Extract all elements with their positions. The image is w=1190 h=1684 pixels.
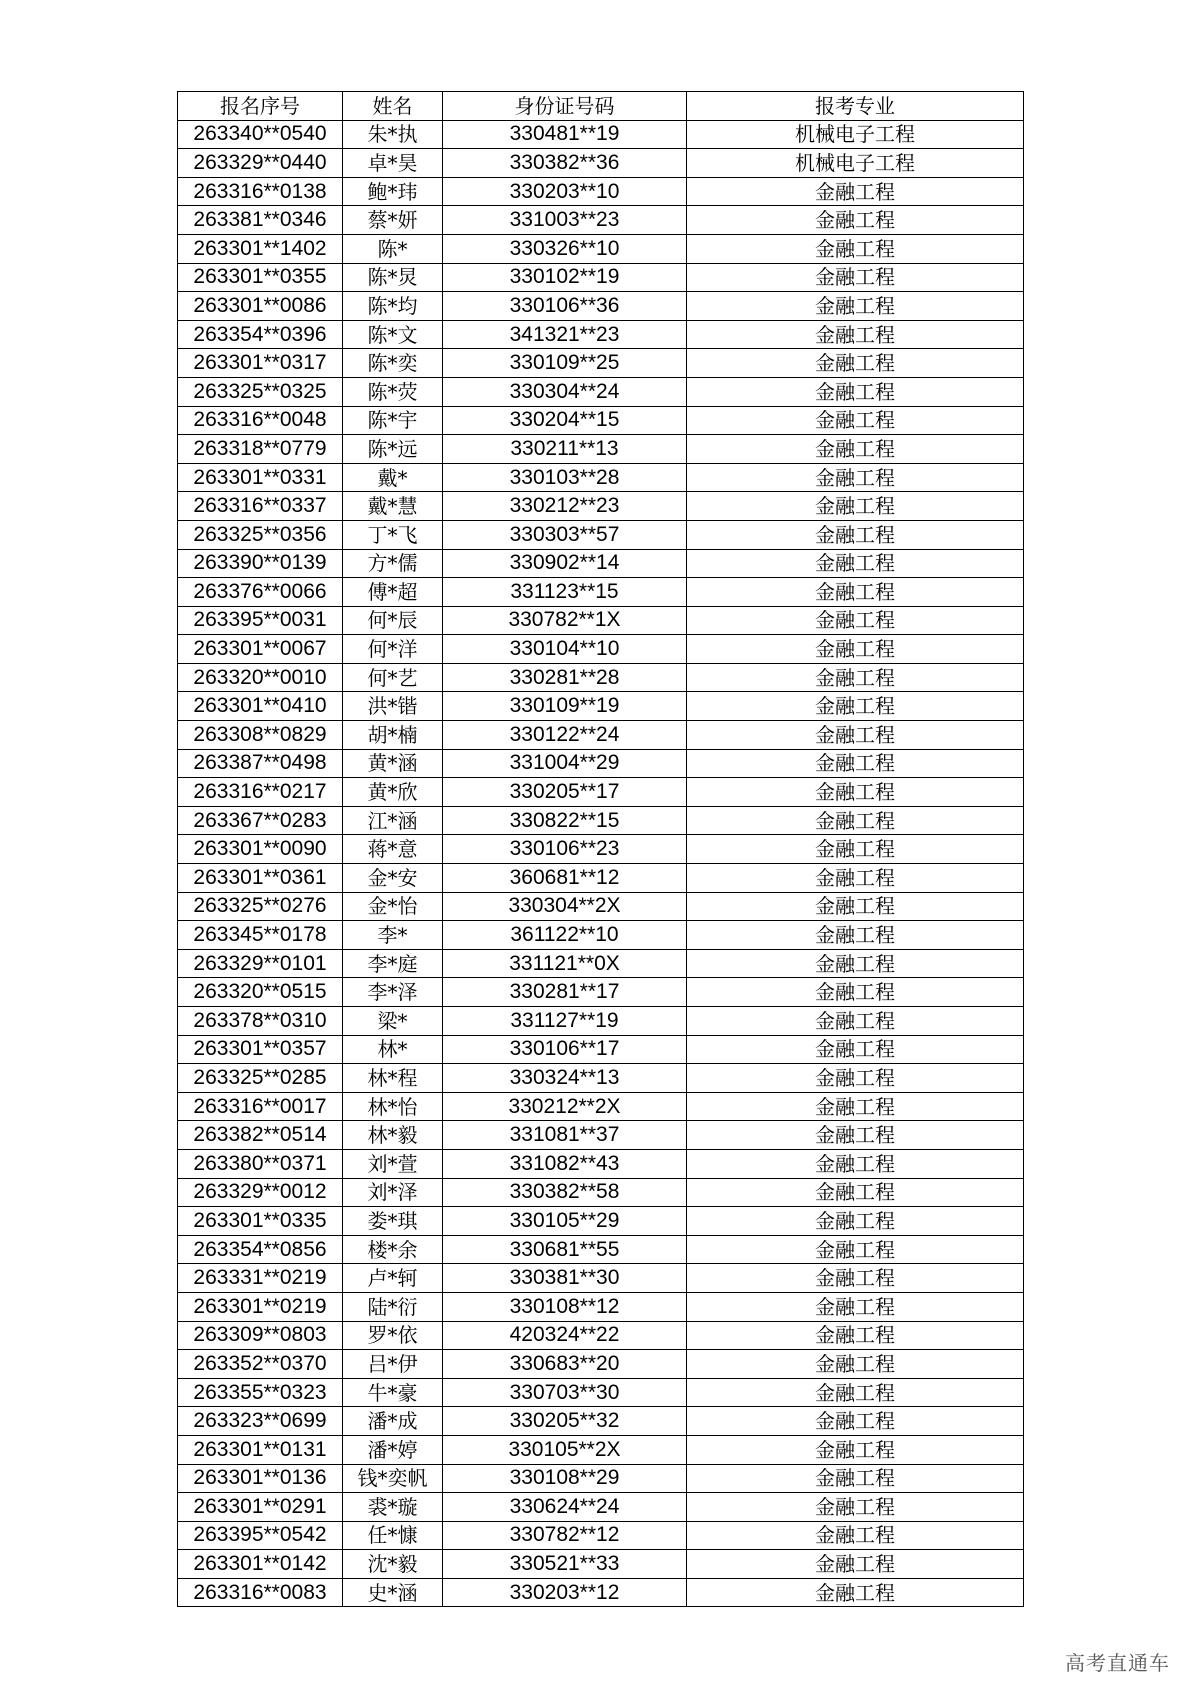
cell-id-number: 330281**17	[443, 978, 687, 1007]
cell-registration-number: 263325**0356	[178, 520, 343, 549]
cell-registration-number: 263309**0803	[178, 1321, 343, 1350]
table-row	[178, 721, 1024, 750]
cell-name: 林*	[343, 1035, 443, 1064]
cell-registration-number: 263301**0219	[178, 1292, 343, 1321]
table-row	[178, 1235, 1024, 1264]
cell-registration-number: 263325**0276	[178, 892, 343, 921]
table-row	[178, 1007, 1024, 1036]
cell-name: 戴*	[343, 463, 443, 492]
cell-name: 胡*楠	[343, 721, 443, 750]
cell-major: 金融工程	[687, 835, 1024, 864]
cell-registration-number: 263320**0515	[178, 978, 343, 1007]
cell-major: 金融工程	[687, 692, 1024, 721]
cell-major: 金融工程	[687, 206, 1024, 235]
cell-id-number: 330326**10	[443, 234, 687, 263]
cell-major: 金融工程	[687, 1235, 1024, 1264]
table-row	[178, 549, 1024, 578]
cell-major: 金融工程	[687, 1264, 1024, 1293]
cell-name: 潘*婷	[343, 1435, 443, 1464]
cell-registration-number: 263329**0012	[178, 1178, 343, 1207]
table-row	[178, 1435, 1024, 1464]
cell-id-number: 330205**32	[443, 1407, 687, 1436]
cell-major: 金融工程	[687, 1292, 1024, 1321]
cell-registration-number: 263301**0136	[178, 1464, 343, 1493]
table-row	[178, 1035, 1024, 1064]
cell-registration-number: 263355**0323	[178, 1378, 343, 1407]
cell-id-number: 331003**23	[443, 206, 687, 235]
cell-name: 林*毅	[343, 1121, 443, 1150]
cell-name: 李*庭	[343, 949, 443, 978]
cell-name: 娄*琪	[343, 1207, 443, 1236]
cell-name: 洪*锴	[343, 692, 443, 721]
cell-name: 罗*依	[343, 1321, 443, 1350]
cell-registration-number: 263323**0699	[178, 1407, 343, 1436]
cell-name: 吕*伊	[343, 1350, 443, 1379]
table-row	[178, 234, 1024, 263]
cell-name: 陈*文	[343, 320, 443, 349]
cell-major: 金融工程	[687, 663, 1024, 692]
cell-name: 卢*轲	[343, 1264, 443, 1293]
cell-name: 梁*	[343, 1007, 443, 1036]
cell-id-number: 330203**10	[443, 177, 687, 206]
cell-registration-number: 263376**0066	[178, 578, 343, 607]
cell-id-number: 330106**23	[443, 835, 687, 864]
cell-registration-number: 263345**0178	[178, 921, 343, 950]
cell-registration-number: 263325**0325	[178, 377, 343, 406]
table-row	[178, 1264, 1024, 1293]
cell-registration-number: 263301**0335	[178, 1207, 343, 1236]
cell-registration-number: 263354**0856	[178, 1235, 343, 1264]
cell-registration-number: 263301**1402	[178, 234, 343, 263]
cell-registration-number: 263301**0410	[178, 692, 343, 721]
cell-id-number: 331123**15	[443, 578, 687, 607]
table-row	[178, 921, 1024, 950]
table-row	[178, 435, 1024, 464]
table-row	[178, 120, 1024, 149]
cell-id-number: 331004**29	[443, 749, 687, 778]
cell-id-number: 330624**24	[443, 1493, 687, 1522]
cell-major: 金融工程	[687, 978, 1024, 1007]
cell-major: 金融工程	[687, 406, 1024, 435]
table-row	[178, 492, 1024, 521]
cell-id-number: 330109**25	[443, 349, 687, 378]
cell-registration-number: 263301**0131	[178, 1435, 343, 1464]
table-row	[178, 1178, 1024, 1207]
cell-registration-number: 263316**0337	[178, 492, 343, 521]
cell-major: 金融工程	[687, 1464, 1024, 1493]
cell-registration-number: 263380**0371	[178, 1149, 343, 1178]
cell-id-number: 330303**57	[443, 520, 687, 549]
cell-major: 金融工程	[687, 778, 1024, 807]
cell-name: 陈*荧	[343, 377, 443, 406]
cell-id-number: 330782**12	[443, 1521, 687, 1550]
cell-registration-number: 263395**0031	[178, 606, 343, 635]
cell-registration-number: 263301**0142	[178, 1550, 343, 1579]
header-name: 姓名	[343, 92, 443, 121]
cell-major: 金融工程	[687, 1350, 1024, 1379]
cell-name: 钱*奕帆	[343, 1464, 443, 1493]
header-registration-number: 报名序号	[178, 92, 343, 121]
cell-name: 江*涵	[343, 806, 443, 835]
cell-major: 金融工程	[687, 1149, 1024, 1178]
cell-registration-number: 263316**0048	[178, 406, 343, 435]
cell-registration-number: 263381**0346	[178, 206, 343, 235]
cell-name: 黄*涵	[343, 749, 443, 778]
cell-registration-number: 263316**0138	[178, 177, 343, 206]
cell-id-number: 330212**2X	[443, 1092, 687, 1121]
cell-name: 李*泽	[343, 978, 443, 1007]
cell-registration-number: 263331**0219	[178, 1264, 343, 1293]
cell-name: 何*艺	[343, 663, 443, 692]
cell-major: 金融工程	[687, 806, 1024, 835]
cell-major: 机械电子工程	[687, 149, 1024, 178]
table-header	[178, 92, 1024, 121]
cell-name: 方*儒	[343, 549, 443, 578]
cell-id-number: 331121**0X	[443, 949, 687, 978]
cell-name: 金*怡	[343, 892, 443, 921]
cell-name: 陈*炅	[343, 263, 443, 292]
table-row	[178, 864, 1024, 893]
cell-major: 金融工程	[687, 349, 1024, 378]
cell-id-number: 330683**20	[443, 1350, 687, 1379]
cell-name: 何*辰	[343, 606, 443, 635]
cell-id-number: 330212**23	[443, 492, 687, 521]
cell-major: 金融工程	[687, 921, 1024, 950]
table-row	[178, 520, 1024, 549]
cell-name: 陈*奕	[343, 349, 443, 378]
cell-major: 金融工程	[687, 1550, 1024, 1579]
cell-major: 金融工程	[687, 1007, 1024, 1036]
cell-id-number: 330109**19	[443, 692, 687, 721]
watermark-text: 高考直通车	[1065, 1651, 1170, 1675]
table-row	[178, 406, 1024, 435]
cell-name: 朱*执	[343, 120, 443, 149]
table-row	[178, 578, 1024, 607]
cell-id-number: 330205**17	[443, 778, 687, 807]
cell-registration-number: 263367**0283	[178, 806, 343, 835]
cell-name: 刘*萱	[343, 1149, 443, 1178]
cell-major: 金融工程	[687, 1092, 1024, 1121]
cell-id-number: 330103**28	[443, 463, 687, 492]
table-row	[178, 1207, 1024, 1236]
cell-name: 丁*飞	[343, 520, 443, 549]
table-row	[178, 377, 1024, 406]
table-row	[178, 806, 1024, 835]
table-row	[178, 1493, 1024, 1522]
table-row	[178, 835, 1024, 864]
table-row	[178, 292, 1024, 321]
cell-registration-number: 263329**0101	[178, 949, 343, 978]
cell-major: 金融工程	[687, 177, 1024, 206]
cell-name: 刘*泽	[343, 1178, 443, 1207]
table-row	[178, 1407, 1024, 1436]
cell-major: 金融工程	[687, 1435, 1024, 1464]
cell-major: 金融工程	[687, 635, 1024, 664]
cell-major: 机械电子工程	[687, 120, 1024, 149]
cell-name: 史*涵	[343, 1578, 443, 1607]
cell-id-number: 330104**10	[443, 635, 687, 664]
cell-id-number: 330203**12	[443, 1578, 687, 1607]
cell-major: 金融工程	[687, 1178, 1024, 1207]
table-row	[178, 635, 1024, 664]
cell-registration-number: 263325**0285	[178, 1064, 343, 1093]
cell-registration-number: 263387**0498	[178, 749, 343, 778]
table-row	[178, 1321, 1024, 1350]
cell-name: 鲍*玮	[343, 177, 443, 206]
cell-id-number: 330204**15	[443, 406, 687, 435]
cell-registration-number: 263382**0514	[178, 1121, 343, 1150]
cell-id-number: 330122**24	[443, 721, 687, 750]
cell-name: 陆*衍	[343, 1292, 443, 1321]
cell-major: 金融工程	[687, 463, 1024, 492]
cell-name: 陈*宇	[343, 406, 443, 435]
cell-id-number: 330681**55	[443, 1235, 687, 1264]
cell-id-number: 330703**30	[443, 1378, 687, 1407]
cell-registration-number: 263352**0370	[178, 1350, 343, 1379]
cell-major: 金融工程	[687, 520, 1024, 549]
cell-id-number: 420324**22	[443, 1321, 687, 1350]
table-row	[178, 1378, 1024, 1407]
cell-major: 金融工程	[687, 1521, 1024, 1550]
cell-id-number: 330304**24	[443, 377, 687, 406]
cell-registration-number: 263316**0017	[178, 1092, 343, 1121]
table-row	[178, 778, 1024, 807]
cell-name: 何*洋	[343, 635, 443, 664]
cell-registration-number: 263301**0067	[178, 635, 343, 664]
cell-id-number: 330782**1X	[443, 606, 687, 635]
cell-name: 沈*毅	[343, 1550, 443, 1579]
cell-name: 卓*昊	[343, 149, 443, 178]
table-row	[178, 177, 1024, 206]
cell-major: 金融工程	[687, 892, 1024, 921]
cell-id-number: 330381**30	[443, 1264, 687, 1293]
cell-id-number: 330105**2X	[443, 1435, 687, 1464]
cell-major: 金融工程	[687, 549, 1024, 578]
table-row	[178, 663, 1024, 692]
table-row	[178, 206, 1024, 235]
cell-name: 林*程	[343, 1064, 443, 1093]
cell-id-number: 331082**43	[443, 1149, 687, 1178]
cell-id-number: 330102**19	[443, 263, 687, 292]
cell-major: 金融工程	[687, 1035, 1024, 1064]
cell-major: 金融工程	[687, 435, 1024, 464]
cell-id-number: 330902**14	[443, 549, 687, 578]
table-row	[178, 606, 1024, 635]
cell-major: 金融工程	[687, 1321, 1024, 1350]
cell-name: 李*	[343, 921, 443, 950]
cell-registration-number: 263301**0357	[178, 1035, 343, 1064]
cell-registration-number: 263301**0361	[178, 864, 343, 893]
cell-id-number: 360681**12	[443, 864, 687, 893]
cell-name: 任*慷	[343, 1521, 443, 1550]
table-row	[178, 692, 1024, 721]
table-row	[178, 892, 1024, 921]
cell-name: 金*安	[343, 864, 443, 893]
cell-registration-number: 263390**0139	[178, 549, 343, 578]
cell-name: 陈*	[343, 234, 443, 263]
cell-id-number: 330281**28	[443, 663, 687, 692]
cell-major: 金融工程	[687, 1064, 1024, 1093]
table-row	[178, 263, 1024, 292]
cell-registration-number: 263308**0829	[178, 721, 343, 750]
cell-id-number: 331127**19	[443, 1007, 687, 1036]
table-row	[178, 349, 1024, 378]
cell-name: 蒋*意	[343, 835, 443, 864]
cell-registration-number: 263301**0355	[178, 263, 343, 292]
cell-id-number: 361122**10	[443, 921, 687, 950]
cell-id-number: 330324**13	[443, 1064, 687, 1093]
admission-list-table	[177, 91, 1024, 1607]
cell-id-number: 341321**23	[443, 320, 687, 349]
cell-id-number: 330382**36	[443, 149, 687, 178]
cell-name: 黄*欣	[343, 778, 443, 807]
cell-name: 牛*豪	[343, 1378, 443, 1407]
table-row	[178, 1550, 1024, 1579]
cell-name: 楼*余	[343, 1235, 443, 1264]
cell-id-number: 330382**58	[443, 1178, 687, 1207]
cell-name: 陈*均	[343, 292, 443, 321]
cell-major: 金融工程	[687, 606, 1024, 635]
cell-major: 金融工程	[687, 1121, 1024, 1150]
cell-id-number: 330106**36	[443, 292, 687, 321]
cell-id-number: 330481**19	[443, 120, 687, 149]
cell-registration-number: 263329**0440	[178, 149, 343, 178]
cell-registration-number: 263316**0217	[178, 778, 343, 807]
cell-major: 金融工程	[687, 578, 1024, 607]
table-row	[178, 1464, 1024, 1493]
cell-major: 金融工程	[687, 1207, 1024, 1236]
cell-major: 金融工程	[687, 1578, 1024, 1607]
cell-major: 金融工程	[687, 1407, 1024, 1436]
cell-major: 金融工程	[687, 234, 1024, 263]
cell-id-number: 331081**37	[443, 1121, 687, 1150]
table-row	[178, 1292, 1024, 1321]
table-row	[178, 1064, 1024, 1093]
cell-name: 戴*慧	[343, 492, 443, 521]
cell-name: 傅*超	[343, 578, 443, 607]
cell-registration-number: 263320**0010	[178, 663, 343, 692]
cell-major: 金融工程	[687, 1493, 1024, 1522]
cell-registration-number: 263301**0317	[178, 349, 343, 378]
table-row	[178, 1521, 1024, 1550]
table-row	[178, 1092, 1024, 1121]
cell-id-number: 330108**29	[443, 1464, 687, 1493]
table-row	[178, 463, 1024, 492]
cell-name: 裘*璇	[343, 1493, 443, 1522]
cell-registration-number: 263301**0331	[178, 463, 343, 492]
cell-major: 金融工程	[687, 1378, 1024, 1407]
cell-name: 陈*远	[343, 435, 443, 464]
cell-major: 金融工程	[687, 492, 1024, 521]
cell-name: 潘*成	[343, 1407, 443, 1436]
cell-major: 金融工程	[687, 263, 1024, 292]
cell-registration-number: 263316**0083	[178, 1578, 343, 1607]
header-id-number: 身份证号码	[443, 92, 687, 121]
table-row	[178, 1578, 1024, 1607]
cell-registration-number: 263301**0291	[178, 1493, 343, 1522]
cell-registration-number: 263301**0090	[178, 835, 343, 864]
cell-id-number: 330521**33	[443, 1550, 687, 1579]
table-row	[178, 949, 1024, 978]
cell-id-number: 330304**2X	[443, 892, 687, 921]
table-row	[178, 749, 1024, 778]
cell-id-number: 330106**17	[443, 1035, 687, 1064]
table-body	[178, 120, 1024, 1607]
cell-name: 林*怡	[343, 1092, 443, 1121]
cell-major: 金融工程	[687, 320, 1024, 349]
cell-id-number: 330108**12	[443, 1292, 687, 1321]
table-row	[178, 1121, 1024, 1150]
table-row	[178, 978, 1024, 1007]
cell-registration-number: 263318**0779	[178, 435, 343, 464]
header-row	[178, 92, 1024, 121]
cell-registration-number: 263301**0086	[178, 292, 343, 321]
cell-id-number: 330822**15	[443, 806, 687, 835]
table-row	[178, 1149, 1024, 1178]
cell-major: 金融工程	[687, 749, 1024, 778]
cell-registration-number: 263395**0542	[178, 1521, 343, 1550]
cell-id-number: 330105**29	[443, 1207, 687, 1236]
cell-major: 金融工程	[687, 949, 1024, 978]
table-row	[178, 149, 1024, 178]
cell-registration-number: 263340**0540	[178, 120, 343, 149]
cell-registration-number: 263378**0310	[178, 1007, 343, 1036]
cell-registration-number: 263354**0396	[178, 320, 343, 349]
table-row	[178, 320, 1024, 349]
cell-major: 金融工程	[687, 721, 1024, 750]
cell-major: 金融工程	[687, 292, 1024, 321]
header-major: 报考专业	[687, 92, 1024, 121]
cell-major: 金融工程	[687, 864, 1024, 893]
cell-name: 蔡*妍	[343, 206, 443, 235]
table-row	[178, 1350, 1024, 1379]
cell-major: 金融工程	[687, 377, 1024, 406]
cell-id-number: 330211**13	[443, 435, 687, 464]
